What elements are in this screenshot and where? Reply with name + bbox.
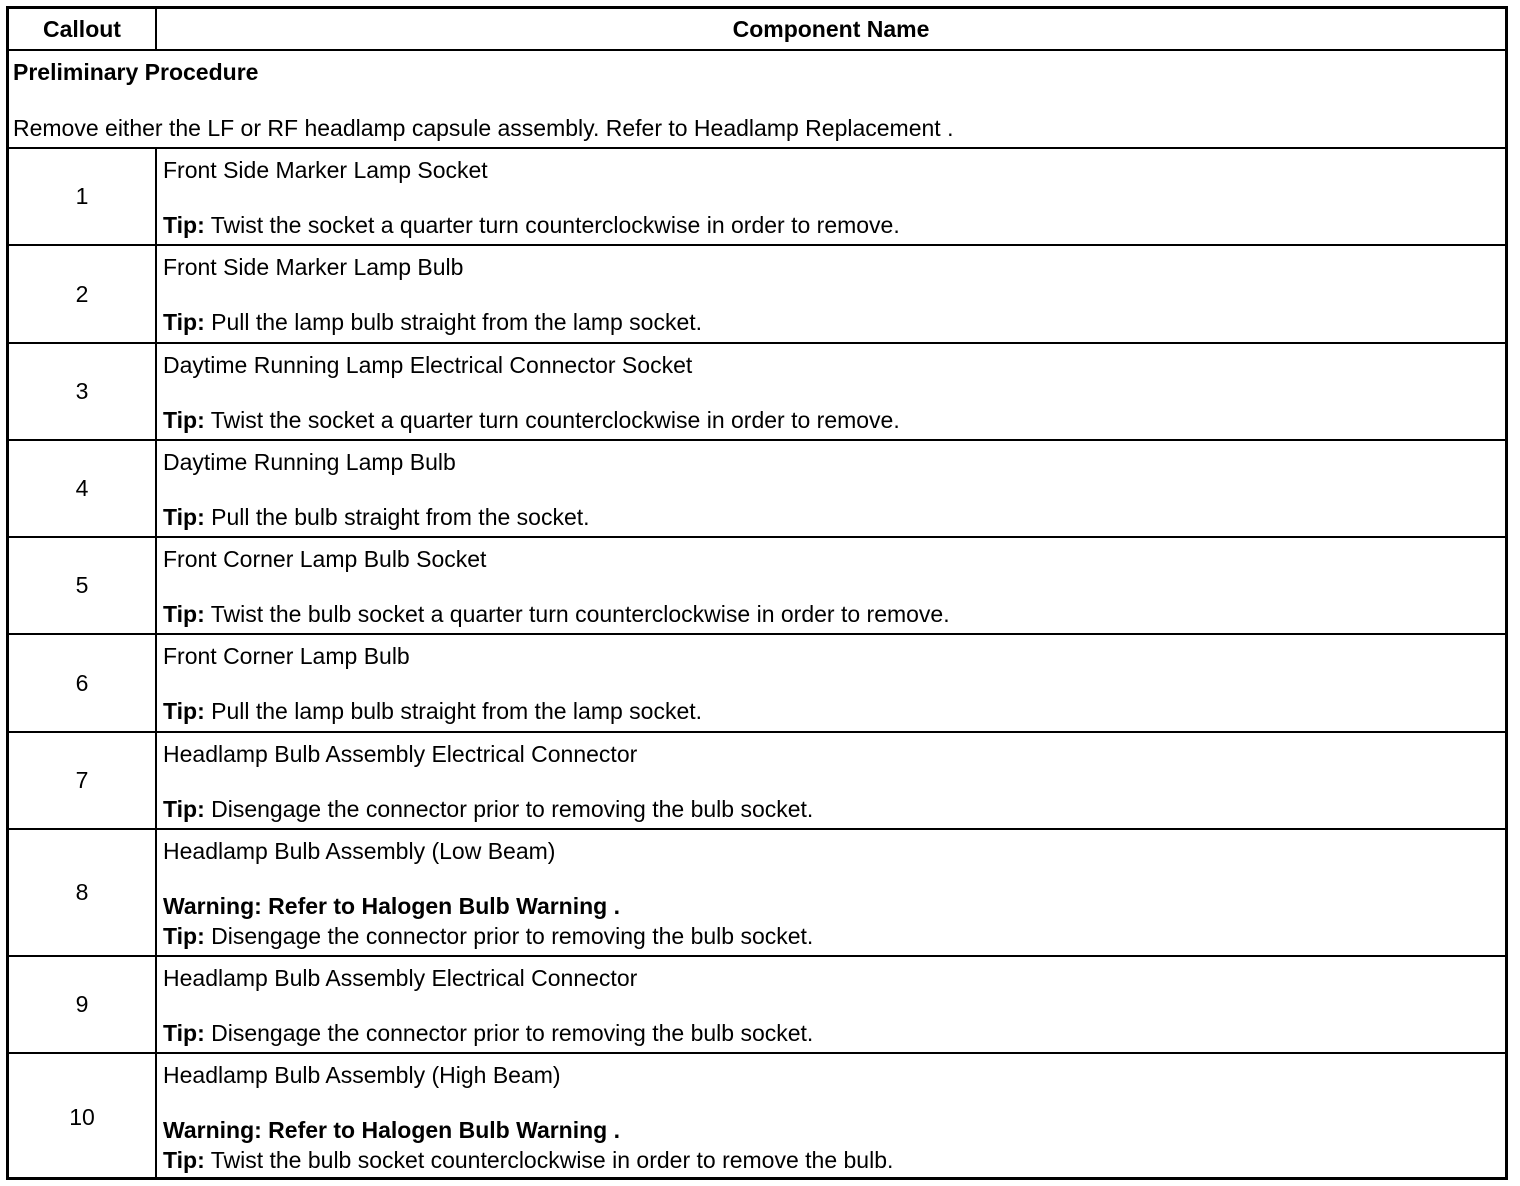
row-callout: 7 <box>9 733 157 828</box>
tip-text: Pull the bulb straight from the socket. <box>211 504 590 530</box>
component-name: Headlamp Bulb Assembly Electrical Connector <box>163 741 638 767</box>
tip-note <box>163 212 900 238</box>
tip-text: Pull the lamp bulb straight from the lamp socket. <box>211 698 703 724</box>
table-row <box>9 147 1505 244</box>
component-name: Front Side Marker Lamp Socket <box>163 157 488 183</box>
component-name: Headlamp Bulb Assembly Electrical Connector <box>163 965 638 991</box>
tip-note <box>163 923 813 949</box>
tip-label: Tip: <box>163 1020 205 1046</box>
row-component <box>157 538 1505 633</box>
tip-label: Tip: <box>163 601 205 627</box>
row-component <box>157 957 1505 1052</box>
tip-note <box>163 796 813 822</box>
table-row <box>9 731 1505 828</box>
table-row <box>9 1052 1505 1180</box>
table-row <box>9 244 1505 342</box>
tip-text: Disengage the connector prior to removing the bulb socket. <box>211 796 814 822</box>
row-component <box>157 149 1505 244</box>
table-row <box>9 342 1505 439</box>
tip-label: Tip: <box>163 504 205 530</box>
header-callout: Callout <box>9 9 157 49</box>
row-callout: 9 <box>9 957 157 1052</box>
component-name: Daytime Running Lamp Electrical Connector Socket <box>163 352 693 378</box>
component-table <box>6 6 1508 1180</box>
tip-note <box>163 407 900 433</box>
row-component <box>157 733 1505 828</box>
row-component <box>157 635 1505 731</box>
tip-text: Twist the bulb socket counterclockwise in order to remove the bulb. <box>210 1147 894 1173</box>
row-component <box>157 344 1505 439</box>
tip-label: Tip: <box>163 698 205 724</box>
row-callout: 10 <box>9 1054 157 1180</box>
tip-note <box>163 1147 893 1173</box>
row-callout: 8 <box>9 830 157 955</box>
tip-text: Pull the lamp bulb straight from the lamp socket. <box>211 309 703 335</box>
tip-label: Tip: <box>163 407 205 433</box>
tip-text: Twist the socket a quarter turn counterclockwise in order to remove. <box>210 212 900 238</box>
component-name: Headlamp Bulb Assembly (Low Beam) <box>163 838 556 864</box>
tip-label: Tip: <box>163 796 205 822</box>
tip-text: Disengage the connector prior to removing the bulb socket. <box>211 1020 814 1046</box>
table-row <box>9 828 1505 955</box>
table-row <box>9 633 1505 731</box>
table-row <box>9 536 1505 633</box>
tip-note <box>163 1020 813 1046</box>
table-row <box>9 955 1505 1052</box>
header-component-name: Component Name <box>732 15 930 42</box>
row-component <box>157 830 1505 955</box>
tip-note <box>163 601 950 627</box>
row-component <box>157 246 1505 342</box>
tip-text: Twist the socket a quarter turn counterclockwise in order to remove. <box>210 407 900 433</box>
row-callout: 3 <box>9 344 157 439</box>
tip-note <box>163 309 702 335</box>
warning-note: Warning: Refer to Halogen Bulb Warning . <box>163 893 621 919</box>
tip-text: Twist the bulb socket a quarter turn counterclockwise in order to remove. <box>210 601 950 627</box>
row-callout: 4 <box>9 441 157 536</box>
component-name: Front Side Marker Lamp Bulb <box>163 254 464 280</box>
row-callout: 5 <box>9 538 157 633</box>
tip-label: Tip: <box>163 212 205 238</box>
preliminary-procedure <box>9 49 1505 147</box>
tip-text: Disengage the connector prior to removing the bulb socket. <box>211 923 814 949</box>
row-component <box>157 1054 1505 1180</box>
row-callout: 1 <box>9 149 157 244</box>
tip-label: Tip: <box>163 309 205 335</box>
tip-label: Tip: <box>163 1147 205 1173</box>
preliminary-text: Remove either the LF or RF headlamp capsule assembly. Refer to Headlamp Replacement . <box>13 115 954 141</box>
row-callout: 6 <box>9 635 157 731</box>
table-header <box>9 9 1505 49</box>
tip-note <box>163 504 590 530</box>
row-component <box>157 441 1505 536</box>
component-name: Daytime Running Lamp Bulb <box>163 449 456 475</box>
row-callout: 2 <box>9 246 157 342</box>
component-name: Front Corner Lamp Bulb <box>163 643 410 669</box>
tip-label: Tip: <box>163 923 205 949</box>
preliminary-title: Preliminary Procedure <box>13 59 259 85</box>
warning-note: Warning: Refer to Halogen Bulb Warning . <box>163 1117 621 1143</box>
component-name: Front Corner Lamp Bulb Socket <box>163 546 487 572</box>
table-row <box>9 439 1505 536</box>
component-name: Headlamp Bulb Assembly (High Beam) <box>163 1062 561 1088</box>
tip-note <box>163 698 702 724</box>
